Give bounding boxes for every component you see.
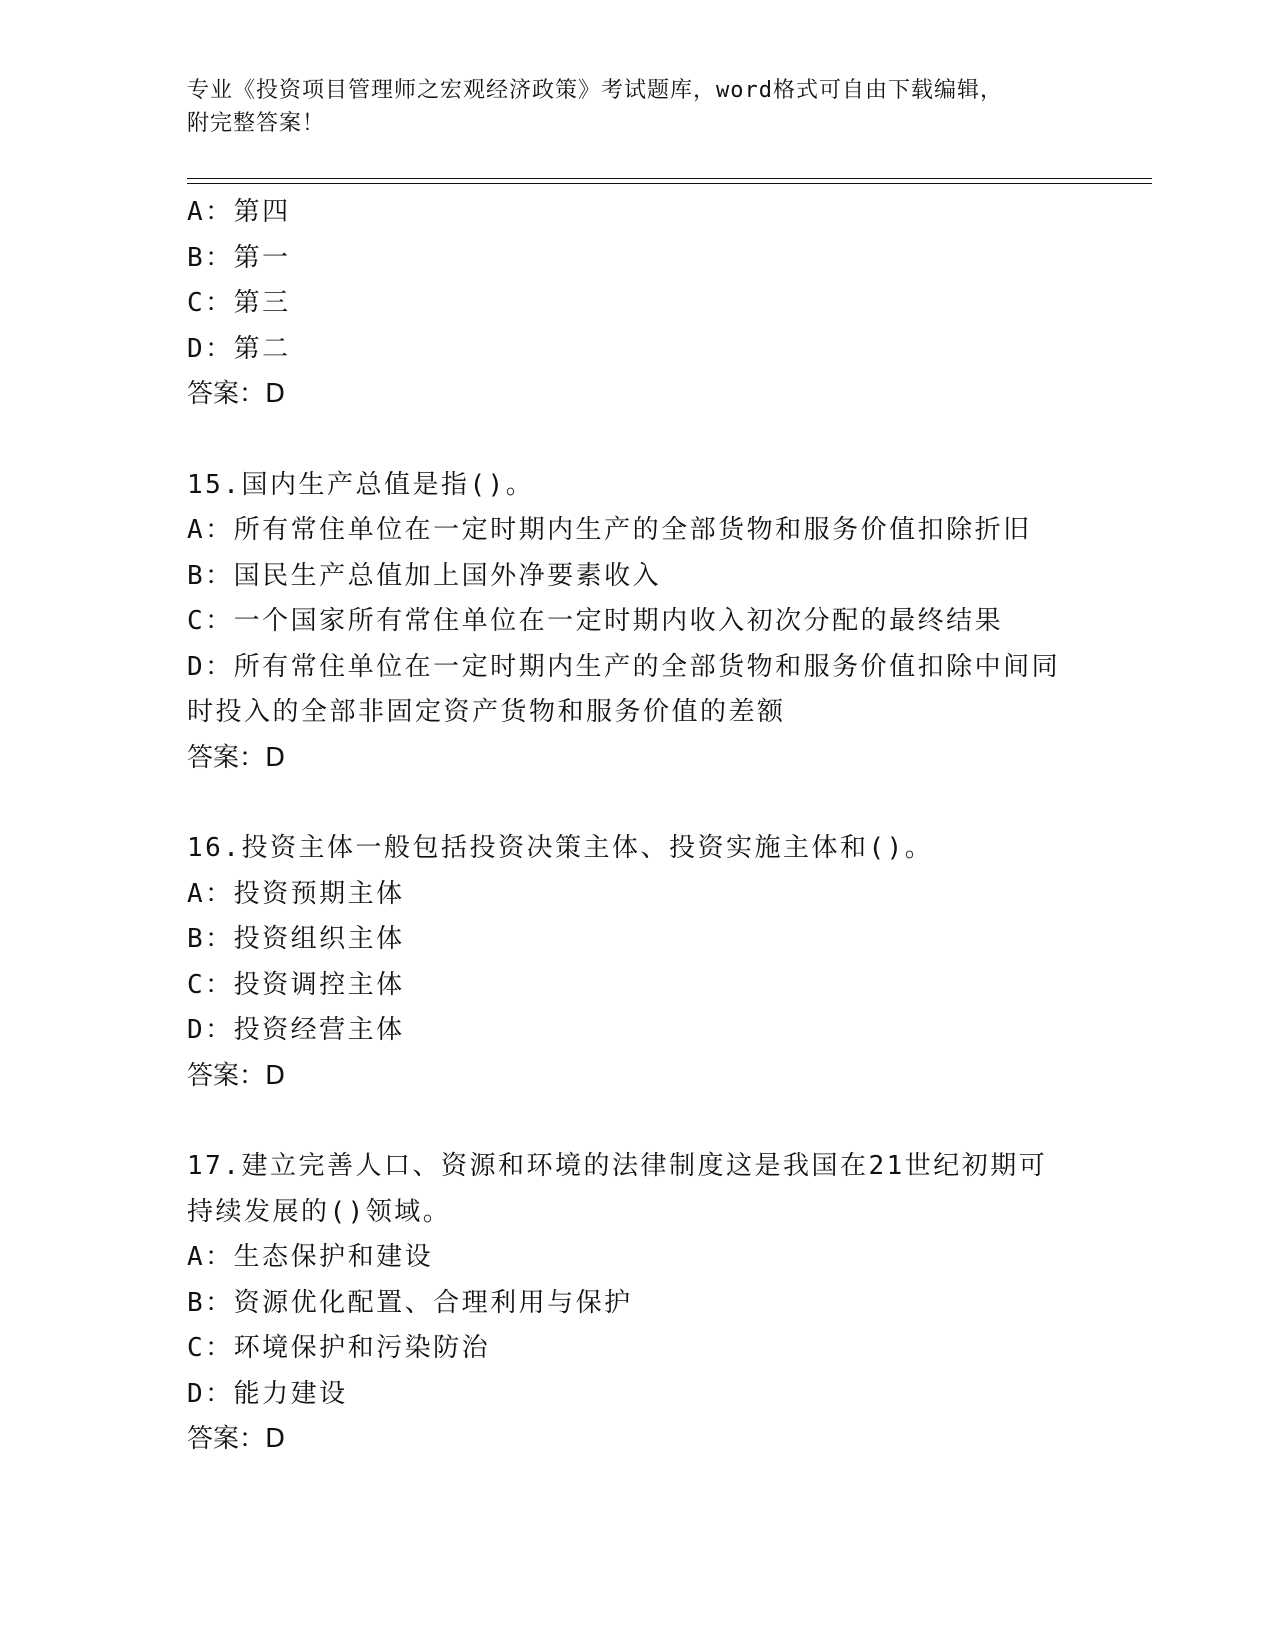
question-text: 17.建立完善人口、资源和环境的法律制度这是我国在21世纪初期可 [187, 1151, 1048, 1181]
option-d: D：第二 [187, 333, 291, 364]
question-list [187, 190, 1087, 1463]
option-b: B：投资组织主体 [187, 924, 405, 954]
option-a: A：第四 [187, 197, 291, 227]
option-d: D：所有常住单位在一定时期内生产的全部货物和服务价值扣除中间同 [187, 651, 1061, 682]
question-block-16 [187, 826, 1087, 1099]
document-header [187, 74, 1087, 140]
header-divider-bottom [187, 183, 1152, 184]
option-d: D：投资经营主体 [187, 1015, 405, 1045]
answer-line: 答案：D [187, 1424, 286, 1454]
option-c: C：第三 [187, 288, 291, 318]
answer-line: 答案：D [187, 379, 286, 409]
question-block-17 [187, 1144, 1087, 1463]
question-text: 15.国内生产总值是指()。 [187, 469, 535, 500]
question-text: 16.投资主体一般包括投资决策主体、投资实施主体和()。 [187, 833, 934, 863]
option-c: C：环境保护和污染防治 [187, 1333, 491, 1363]
answer-line: 答案：D [187, 742, 286, 773]
question-block-14 [187, 190, 1087, 418]
question-text-continued: 持续发展的()领域。 [187, 1196, 452, 1227]
option-b: B：资源优化配置、合理利用与保护 [187, 1287, 633, 1318]
option-a: A：生态保护和建设 [187, 1242, 434, 1272]
option-c: C：一个国家所有常住单位在一定时期内收入初次分配的最终结果 [187, 606, 1004, 636]
option-b: B：国民生产总值加上国外净要素收入 [187, 560, 662, 591]
option-d: D：能力建设 [187, 1378, 348, 1409]
option-a: A：投资预期主体 [187, 878, 405, 909]
option-c: C：投资调控主体 [187, 969, 405, 1000]
option-b: B：第一 [187, 242, 291, 273]
header-line-2: 附完整答案！ [187, 111, 326, 136]
header-divider-top [187, 178, 1152, 179]
header-line-1: 专业《投资项目管理师之宏观经济政策》考试题库，word格式可自由下载编辑， [187, 78, 1003, 103]
option-d-continued: 时投入的全部非固定资产货物和服务价值的差额 [187, 697, 786, 727]
option-a: A：所有常住单位在一定时期内生产的全部货物和服务价值扣除折旧 [187, 515, 1032, 545]
answer-line: 答案：D [187, 1060, 286, 1091]
question-block-15 [187, 463, 1087, 782]
